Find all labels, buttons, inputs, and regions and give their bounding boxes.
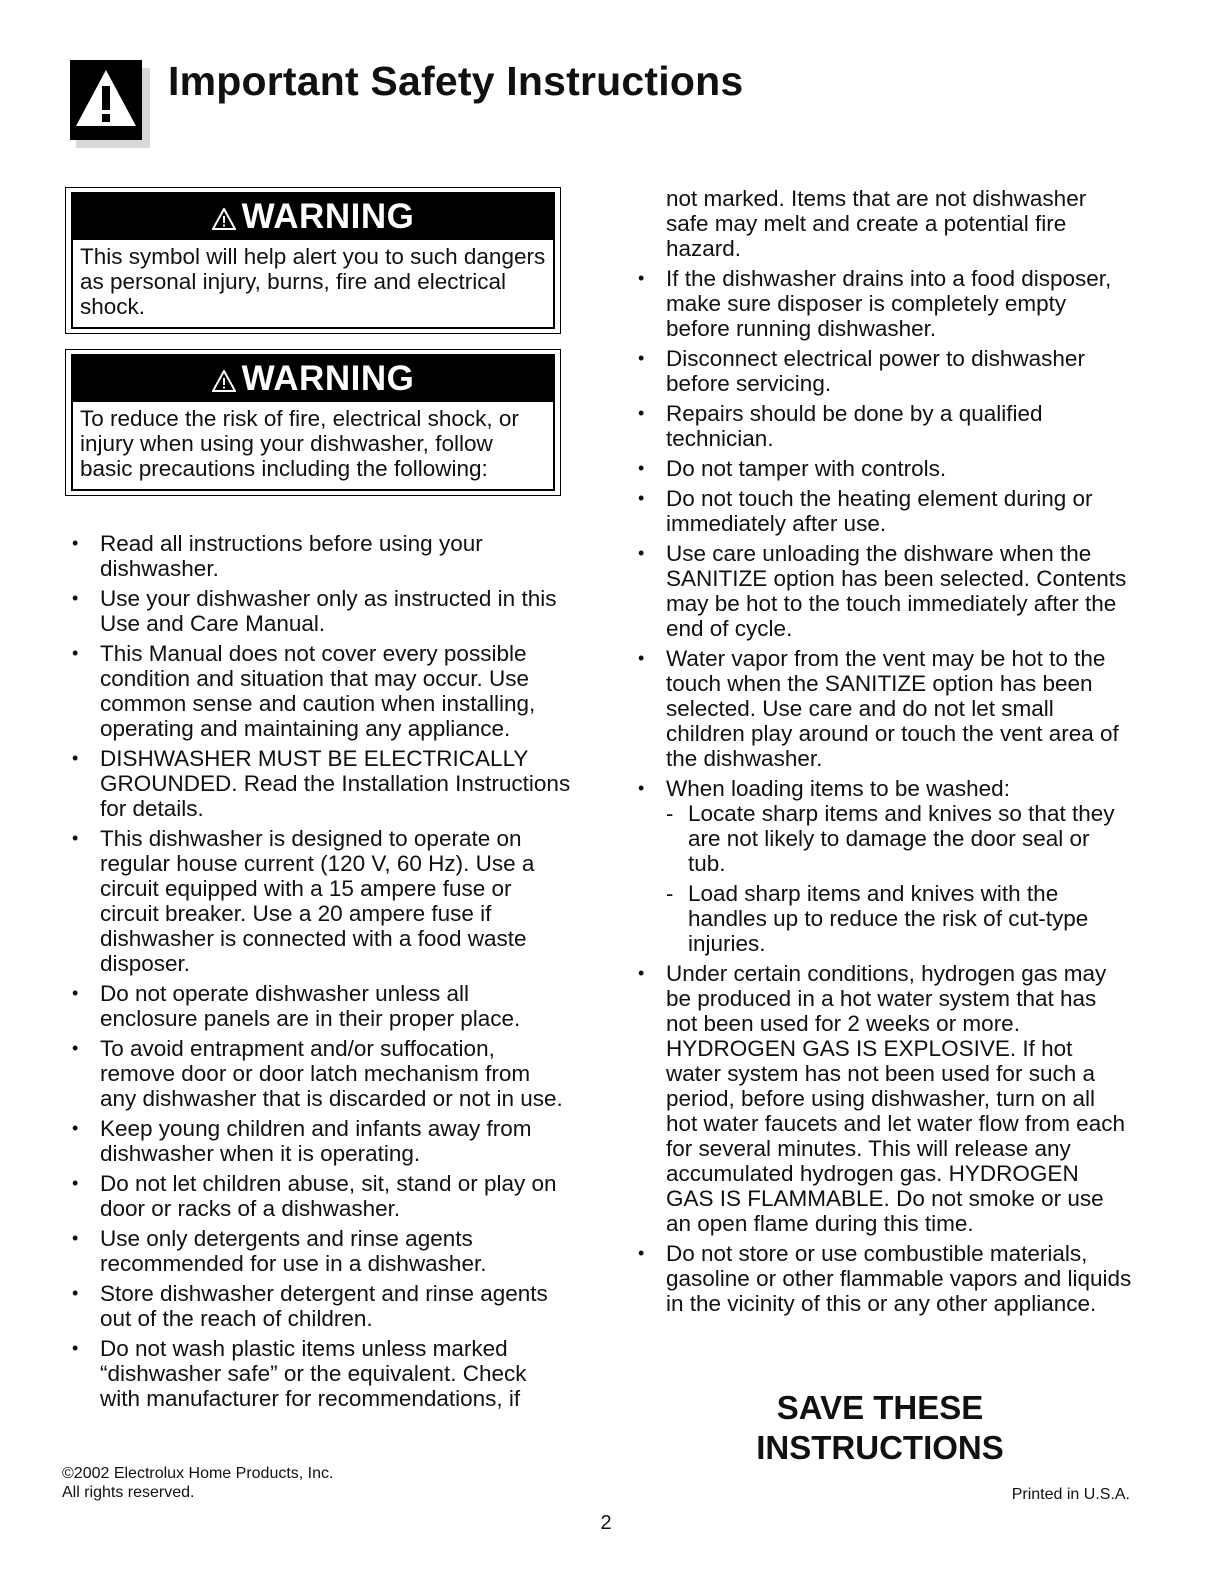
list-item-text: When loading items to be washed: bbox=[666, 776, 1010, 801]
list-item: • Do not let children abuse, sit, stand or play on door or racks of a dishwasher. bbox=[66, 1171, 571, 1221]
copyright-notice bbox=[62, 1464, 333, 1502]
sub-list-item: - Locate sharp items and knives so that they are not likely to damage the door seal or tub. bbox=[666, 801, 1132, 876]
list-item: • Do not wash plastic items unless marked “dishwasher safe” or the equivalent. Check with manufacturer for recommendations, if bbox=[66, 1336, 571, 1411]
page-title: Important Safety Instructions bbox=[168, 58, 744, 104]
warning-triangle-icon bbox=[70, 60, 150, 148]
list-item: • Keep young children and infants away from dishwasher when it is operating. bbox=[66, 1116, 571, 1166]
list-item: • Water vapor from the vent may be hot to the touch when the SANITIZE option has been selected. Use care and do not let small children play around or touch the vent area of the dishwasher. bbox=[632, 646, 1132, 771]
warning-box bbox=[65, 349, 561, 496]
list-item: • Read all instructions before using your dishwasher. bbox=[66, 531, 571, 581]
sub-list bbox=[666, 801, 1132, 956]
warning-text: This symbol will help alert you to such dangers as personal injury, burns, fire and electrical shock. bbox=[80, 244, 546, 319]
rights-text: All rights reserved. bbox=[62, 1484, 195, 1501]
warning-triangle-icon bbox=[212, 208, 236, 230]
left-column bbox=[66, 531, 571, 1416]
list-item-continuation: not marked. Items that are not dishwasher safe may melt and create a potential fire hazard. bbox=[666, 186, 1087, 261]
warning-banner bbox=[73, 356, 553, 402]
right-column bbox=[632, 186, 1132, 1321]
warning-label: WARNING bbox=[241, 197, 415, 236]
list-item: • Use your dishwasher only as instructed in this Use and Care Manual. bbox=[66, 586, 571, 636]
warning-label: WARNING bbox=[241, 359, 415, 398]
warning-triangle-icon bbox=[212, 370, 236, 392]
list-item: • Do not touch the heating element during or immediately after use. bbox=[632, 486, 1132, 536]
save-line-1: SAVE THESE bbox=[776, 1389, 984, 1426]
list-item: • Do not operate dishwasher unless all enclosure panels are in their proper place. bbox=[66, 981, 571, 1031]
printed-in-text: Printed in U.S.A. bbox=[1011, 1486, 1130, 1503]
warning-text: To reduce the risk of fire, electrical shock, or injury when using your dishwasher, follow basic precautions including the following: bbox=[80, 406, 519, 481]
warning-banner bbox=[73, 194, 553, 240]
list-item: • This dishwasher is designed to operate on regular house current (120 V, 60 Hz). Use a circuit equipped with a 15 ampere fuse or circuit breaker. Use a 20 ampere fuse if dishwasher is connected with a food waste disposer. bbox=[66, 826, 571, 976]
save-line-2: INSTRUCTIONS bbox=[756, 1429, 1004, 1466]
list-item: • Do not store or use combustible materials, gasoline or other flammable vapors and liquids in the vicinity of this or any other appliance. bbox=[632, 1241, 1132, 1316]
list-item: • Disconnect electrical power to dishwasher before servicing. bbox=[632, 346, 1132, 396]
list-item: • To avoid entrapment and/or suffocation, remove door or door latch mechanism from any dishwasher that is discarded or not in use. bbox=[66, 1036, 571, 1111]
list-item: • Do not tamper with controls. bbox=[632, 456, 1132, 481]
list-item: • Use care unloading the dishware when the SANITIZE option has been selected. Contents may be hot to the touch immediately after the end of cycle. bbox=[632, 541, 1132, 641]
sub-list-item: - Load sharp items and knives with the handles up to reduce the risk of cut-type injuries. bbox=[666, 881, 1132, 956]
warning-box bbox=[65, 187, 561, 334]
list-item: • This Manual does not cover every possible condition and situation that may occur. Use common sense and caution when installing, operating and maintaining any appliance. bbox=[66, 641, 571, 741]
save-instructions-heading bbox=[680, 1388, 1080, 1468]
list-item: • Use only detergents and rinse agents recommended for use in a dishwasher. bbox=[66, 1226, 571, 1276]
list-item bbox=[632, 776, 1132, 956]
list-item: • Under certain conditions, hydrogen gas may be produced in a hot water system that has not been used for 2 weeks or more. HYDROGEN GAS IS EXPLOSIVE. If hot water system has not been used for such a period, before using dishwasher, turn on all hot water faucets and let water flow from each for several minutes. This will release any accumulated hydrogen gas. HYDROGEN GAS IS FLAMMABLE. Do not smoke or use an open flame during this time. bbox=[632, 961, 1132, 1236]
list-item: • Store dishwasher detergent and rinse agents out of the reach of children. bbox=[66, 1281, 571, 1331]
copyright-text: ©2002 Electrolux Home Products, Inc. bbox=[62, 1465, 334, 1482]
list-item: • If the dishwasher drains into a food disposer, make sure disposer is completely empty before running dishwasher. bbox=[632, 266, 1132, 341]
page-number: 2 bbox=[600, 1512, 612, 1534]
list-item: • Repairs should be done by a qualified technician. bbox=[632, 401, 1132, 451]
list-item: • DISHWASHER MUST BE ELECTRICALLY GROUNDED. Read the Installation Instructions for details. bbox=[66, 746, 571, 821]
